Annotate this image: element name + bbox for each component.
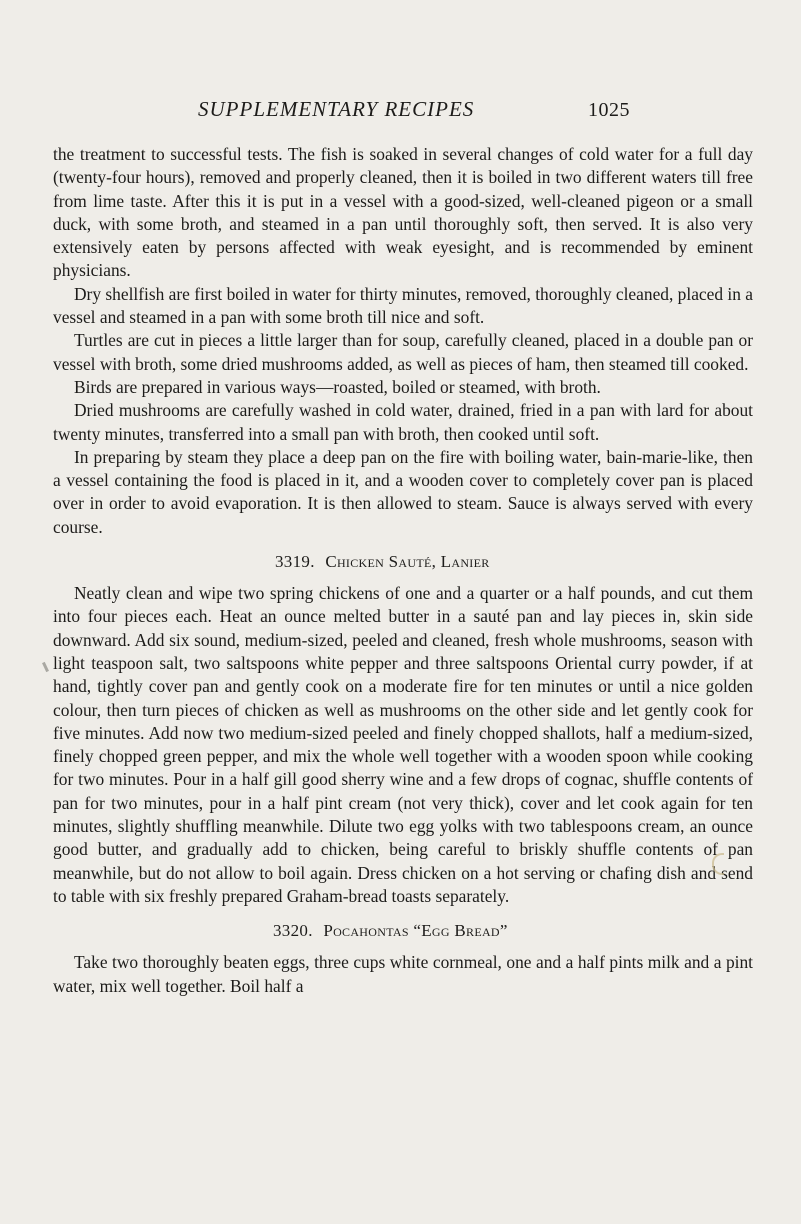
page-number: 1025 [588,99,630,121]
paragraph: Birds are prepared in various ways—roasted, boiled or steamed, with broth. [74,376,601,397]
paragraph: Dried mushrooms are carefully washed in cold water, drained, fried in a pan with lard for about twenty minutes, transferred into a small pan with broth, then cooked until soft. [53,400,753,444]
paragraph: Turtles are cut in pieces a little larger than for soup, carefully cleaned, placed in a double pan or vessel with broth, some dried mushrooms added, as well as pieces of ham, then steamed till cooked. [53,330,753,374]
margin-pencil-mark [42,662,49,672]
paragraph: the treatment to successful tests. The fish is soaked in several changes of cold water for a full day (twenty-four hours), removed and properly cleaned, then it is boiled in two different waters till free from lime taste. After this it is put in a vessel with a good-sized, well-cleaned pigeon or a small duck, with some broth, and steamed in a pan until thoroughly soft, then served. It is also very extensively eaten by persons affected with weak eyesight, and is recommended by eminent physicians. [53,144,753,281]
recipe-text: Neatly clean and wipe two spring chickens of one and a quarter or a half pounds, and cut them into four pieces each. Heat an ounce melted butter in a sauté pan and lay pieces in, skin side downward. Add six sound, medium-sized, peeled and cleaned, fresh whole mushrooms, season with light teaspoon salt, two saltspoons white pepper and three saltspoons Oriental curry powder, if at hand, tightly cover pan and gently cook on a moderate fire for ten minutes or until a nice golden colour, then turn pieces of chicken as well as mushrooms on the other side and let gently cook for five minutes. Add now two medium-sized peeled and finely chopped shallots, half a medium-sized, finely chopped green pepper, and mix the whole well together with a wooden spoon while cooking for two minutes. Pour in a half gill good sherry wine and a few drops of cognac, shuffle contents of pan for two minutes, pour in a half pint cream (not very thick), cover and let cook again for ten minutes, slightly shuffling meanwhile. Dilute two egg yolks with two tablespoons cream, an ounce good butter, and gradually add to chicken, being careful to briskly shuffle contents of pan meanwhile, but do not allow to boil again. Dress chicken on a hot serving or chafing dish and send to table with six freshly prepared Graham-bread toasts separately. [53,583,753,906]
recipe-title: Chicken Sauté, Lanier [325,552,490,572]
running-head: SUPPLEMENTARY RECIPES [198,97,475,121]
page-body [53,143,753,998]
recipe-number: 3319. [275,552,315,572]
margin-stain-mark [712,853,724,875]
recipe-text: Take two thoroughly beaten eggs, three cups white cornmeal, one and a half pints milk and a pint water, mix well together. Boil half a [53,952,753,996]
recipe-heading [53,919,753,943]
recipe-title: Pocahontas “Egg Bread” [323,921,508,941]
paragraph: In preparing by steam they place a deep pan on the fire with boiling water, bain-marie-like, then a vessel containing the food is placed in it, and a wooden cover to completely cover pan is placed over in order to avoid evaporation. It is then allowed to steam. Sauce is always served with every course. [53,446,753,537]
paragraph: Dry shellfish are first boiled in water for thirty minutes, removed, thoroughly cleaned, placed in a vessel and steamed in a pan with some broth till nice and soft. [53,283,753,328]
page-header [160,97,630,127]
recipe-heading [53,550,753,574]
recipe-number: 3320. [273,921,313,941]
